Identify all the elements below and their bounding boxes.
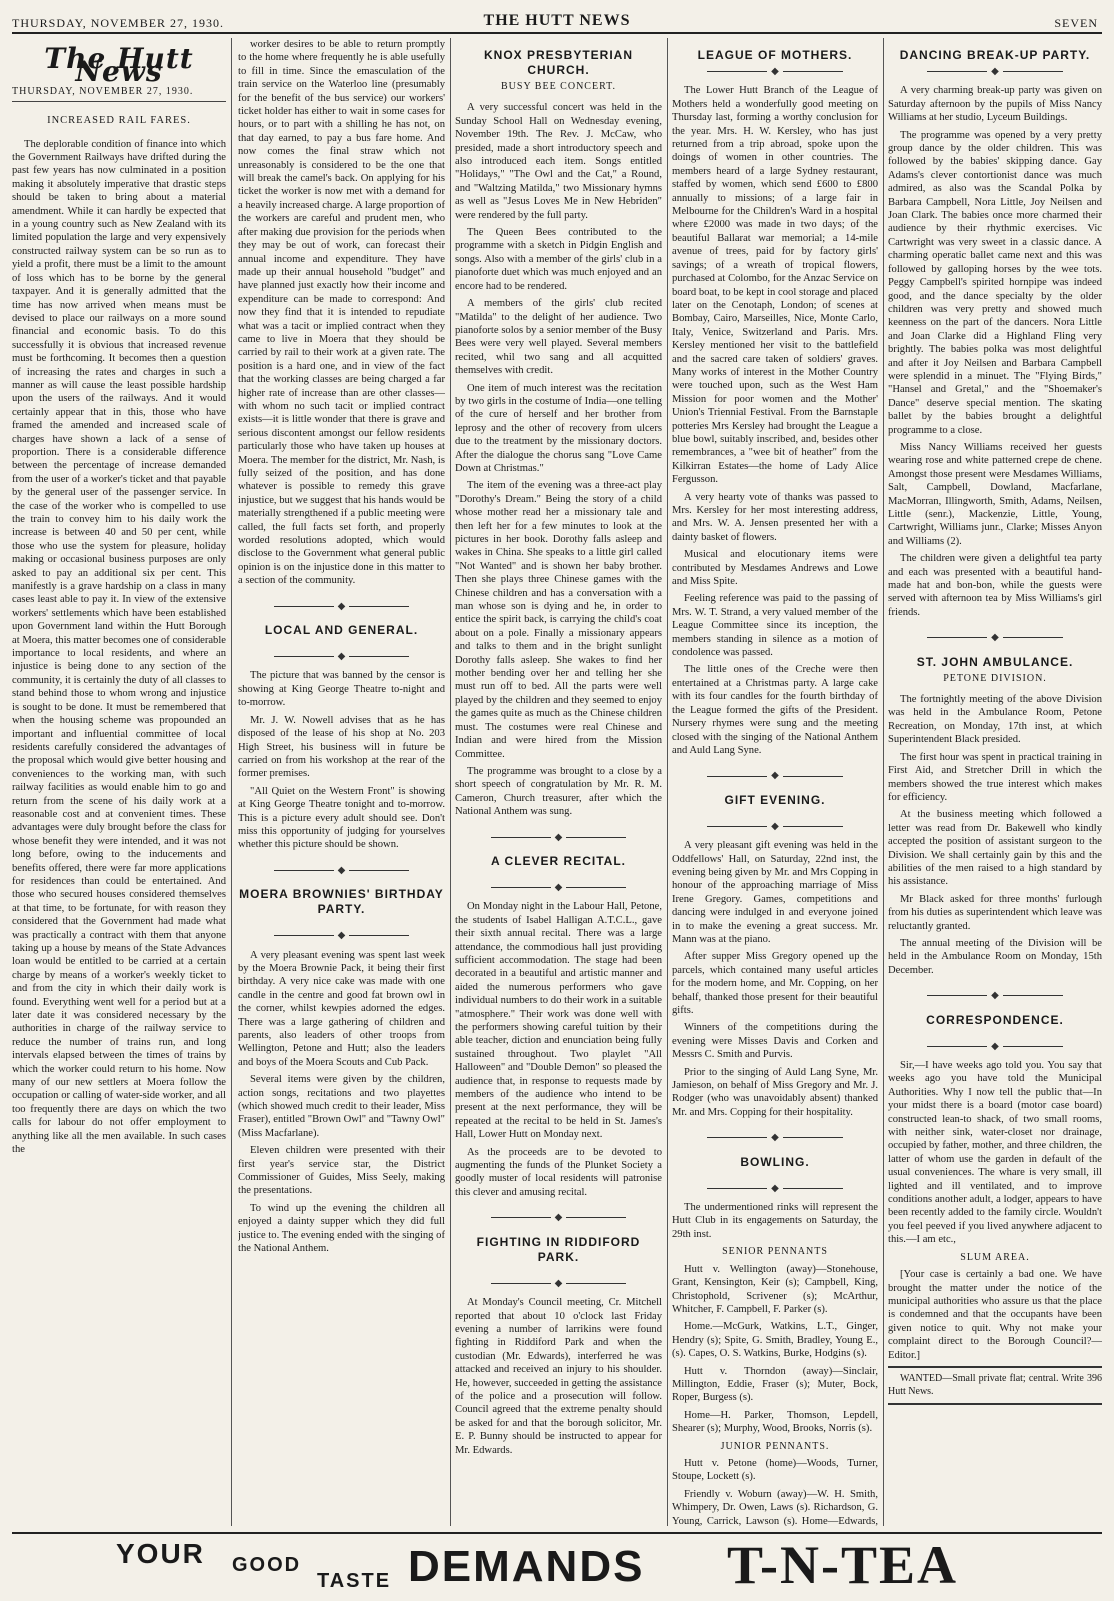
page-header xyxy=(12,6,1102,34)
article-paragraph: Miss Nancy Williams received her guests wearing rose and white patterned crepe de chene. Amongst those present were Mesdames Williams, Salt, Campbell, Dowland, Macfarlane, MacMorran, Illingworth, Smith, Adams, Neilsen, Little (senr.), Mackenzie, Little, Young, Cartwright, Williams junr., Clarke; Misses Anyon and Williams (2). xyxy=(888,441,1102,547)
rink-list: Home—H. Parker, Thomson, Lepdell, Shearer (s); Murphy, Wood, Brooks, Norris (s). xyxy=(672,1409,878,1435)
header-date: THURSDAY, NOVEMBER 27, 1930. xyxy=(12,16,225,30)
divider: ◆ xyxy=(672,1131,878,1144)
article-paragraph: A very pleasant evening was spent last week by the Moera Brownie Pack, it being their first birthday. A very nice cake was made with one candle in the centre and good fat brown owl in the corner, whilst kewpies adorned the edges. There was a large gathering of children and parents, also leaders of other troops from Wellington, Petone and Hutt; also the leaders and boys of the Moera Scouts and Cub Pack. xyxy=(238,949,445,1068)
knox-subheading: BUSY BEE CONCERT. xyxy=(500,81,617,92)
newspaper-columns xyxy=(12,38,1102,1526)
rink-list: Home.—McGurk, Watkins, L.T., Ginger, Hendry (s); Spite, G. Smith, Bradley, Young E., (s). Capes, O. S. Watkins, Burke, Hodgins (s). xyxy=(672,1321,878,1360)
article-paragraph: At Monday's Council meeting, Cr. Mitchell reported that about 10 o'clock last Friday evening a number of larrikins were found fighting in Riddiford Park and when the custodian (Mr. Edwards), interferred he was attacked and received an injury to his shoulder. He, however, succeeded in getting the assistance of the police and a prosecution will follow. Council agreed that the extreme penalty should be asked for and that the borough solicitor, Mr. E. P. Bunny should be instructed to appear for Mr. Edwards. xyxy=(455,1297,662,1456)
article-paragraph: At the business meeting which followed a letter was read from Dr. Bakewell who kindly accepted the position of assistant surgeon to the Division. We shall certainly gain by this and the abilities of the men raised to a high standard by his assistance. xyxy=(888,809,1102,888)
column-rule xyxy=(450,38,451,1526)
article-paragraph: The annual meeting of the Division will be held in the Ambulance Room on Monday, 15th December. xyxy=(888,937,1102,976)
bowling-heading: BOWLING. xyxy=(740,1154,810,1169)
local-item: The picture that was banned by the censor is showing at King George Theatre to-night and to-morrow. xyxy=(238,670,445,709)
article-paragraph: Musical and elocutionary items were contributed by Mesdames Andrews and Lowe and Miss Spite. xyxy=(672,549,878,588)
column-3 xyxy=(455,38,662,1526)
article-paragraph: The Queen Bees contributed to the programme with a sketch in Pidgin English and songs. Also with a member of the girls' club in a pianoforte duet which was much enjoyed and an encore had to be rendered. xyxy=(455,227,662,292)
article-paragraph: Eleven children were presented with their first year's service star, the District Commissioner of Guides, Miss Seely, making the presentations. xyxy=(238,1145,445,1197)
column-4 xyxy=(672,38,878,1526)
article-paragraph: The children were given a delightful tea party and each was presented with a beautiful hand-made hat and bon-bon, while the guests were served with afternoon tea by Miss Williams's girl friends. xyxy=(888,553,1102,618)
column-rule xyxy=(231,38,232,1526)
article-paragraph: The Lower Hutt Branch of the League of Mothers held a wonderfully good meeting on Thursday last, forming a worthy conclusion for the year. Mrs. H. W. Kersley, who has just returned from a trip abroad, spoke upon the doings of women in other countries. The members heard of a large Sydney restaurant, staffed by women, which send £600 to £800 annually to missions; of a large fair in Melbourne for the Children's Ward in a hospital where £2000 was made in two days; of the beautiful Ballarat war memorial; a 14-mile avenue of trees, paid for by factory girls' savings; of a wreath of tropical flowers, purchased at Colombo, for the Anzac Service on board boat, to be kept in cool storage and placed later on the Cenotaph, London; of scenes at Bombay, Cairo, Marseilles, Nice, Monte Carlo, Italy, Venice, Switzerland and Paris. Mrs. Kersley mentioned her visit to the battlefield and the sacred care taken of soldiers' graves. Many works of interest in the Mother Country were touched upon, such as the West Ham Mission for poor women and the Mother' Union's Triennial Festival. From the Barnstaple potteries Mrs Kersley had brought the League a blue bowl, suitably inscribed, and, besides other remembrances, a "wee bit of heather" from the Kilkirran Estates—the home of Lady Alice Fergusson. xyxy=(672,85,878,486)
article-paragraph: After supper Miss Gregory opened up the parcels, which contained many useful articles for the modern home, and Mr. Copping, on her behalf, thanked those present for their beautiful gifts. xyxy=(672,951,878,1016)
article-paragraph: The item of the evening was a three-act play "Dorothy's Dream." Being the story of a child whose mother read her a missionary tale and then left her for a few minutes to look at the pictures in her book. Dorothy falls asleep and wakes in China. She speaks to a little girl called "Not Wanted" and is shown her baby brother. Then she plays three Chinese games with the Chinese children and has a conversation with a man whose son is dying and he, in order to entice the spirit back, is carrying the child's coat about on a pole. Finally a missionary appears and talks to them and in the bright sunlight Dorothy falls asleep. She wakes to find her mother bending over her and telling her she must run off to bed. All the parts were well played by the children and they seemed to enjoy the games quite as much as the Chinese children must. The costumes were real Chinese and Indian and were hired from the Mission Committee. xyxy=(455,480,662,760)
gift-evening-heading: GIFT EVENING. xyxy=(724,792,826,807)
article-paragraph: The undermentioned rinks will represent the Hutt Club in its engagements on Saturday, the 29th inst. xyxy=(672,1202,878,1240)
divider: ◆ xyxy=(672,65,878,78)
divider: ◆ xyxy=(455,831,662,844)
divider: ◆ xyxy=(888,631,1102,644)
divider: ◆ xyxy=(455,1211,662,1224)
editorial-title: INCREASED RAIL FARES. xyxy=(47,115,191,127)
article-paragraph: Several items were given by the children, action songs, recitations and two playettes (which showed much credit to their leader, Miss Fraser), entitled "Brown Owl" and "Tawny Owl" (Miss Macfarlane). xyxy=(238,1074,445,1139)
clever-recital-heading: A CLEVER RECITAL. xyxy=(490,853,626,868)
divider: ◆ xyxy=(888,1040,1102,1053)
masthead: The Hutt News xyxy=(44,42,194,89)
rink-list: Friendly v. Woburn (away)—W. H. Smith, Whimpery, Dr. Owen, Laws (s). Richardson, G. Young, Carrick, Lawson (s). Home—Edwards, xyxy=(672,1488,878,1526)
correspondence-heading: CORRESPONDENCE. xyxy=(926,1012,1064,1027)
article-paragraph: A very hearty vote of thanks was passed to Mrs. Kersley for her most interesting address, and Mrs. W. A. Jensen presented her with a dainty basket of flowers. xyxy=(672,491,878,543)
divider: ◆ xyxy=(672,820,878,833)
rink-list: Hutt v. Petone (home)—Woods, Turner, Stoupe, Lockett (s). xyxy=(672,1457,878,1483)
article-paragraph: The programme was brought to a close by a short speech of congratulation by Mr. R. M. Cameron, Church treasurer, after which the National Anthem was sung. xyxy=(455,765,662,818)
rink-list: Hutt v. Wellington (away)—Stonehouse, Grant, Kensington, Keir (s); Campbell, King, Christophold, Scrivener (s); McArthur, Whitcher, F. Campbell, F. Parker (s). xyxy=(672,1263,878,1315)
article-paragraph: On Monday night in the Labour Hall, Petone, the students of Isabel Halligan A.T.C.L., gave their sixth annual recital. There was a large attendance, the commodious hall just providing sufficient accommodation. The stage had been decorated in a beautiful and artistic manner and aided the numerous performers who gave individual numbers to do their work in a suitable "atmosphere." Their work was done well with the performers showing careful tuition by their able teacher, diction and enunciation being fully sustained throughout. Two playlet "All Halloween" and "Double Demon" so pleased the audience that, in response to requests made by members of the audience who intend to be present at the next performance, they will be repeated at the recital to be held in St. James's Hall, Lower Hutt on Monday next. xyxy=(455,901,662,1141)
article-paragraph: One item of much interest was the recitation by two girls in the costume of India—one telling of the cure of herself and her brother from leprosy and the other of recovery from ulcers due to the treatment by the missionary doctors. After the dialogue the chorus sang "Love Came Down at Christmas." xyxy=(455,382,662,474)
divider: ◆ xyxy=(672,1182,878,1195)
ad-word-demands: DEMANDS xyxy=(408,1542,645,1591)
riddiford-park-heading: FIGHTING IN RIDDIFORD PARK. xyxy=(476,1234,641,1264)
divider: ◆ xyxy=(238,650,445,663)
article-paragraph: Prior to the singing of Auld Lang Syne, Mr. Jamieson, on behalf of Miss Gregory and Mr. J. Rodger (who was unavoidably absent) thanked Mr. and Mrs. Copping for their hospitality. xyxy=(672,1066,878,1118)
tea-advertisement xyxy=(12,1532,1102,1596)
column-rule xyxy=(667,38,668,1526)
ad-word-your: YOUR xyxy=(116,1538,205,1569)
dancing-party-heading: DANCING BREAK-UP PARTY. xyxy=(899,48,1091,62)
article-paragraph: As the proceeds are to be devoted to augmenting the funds of the Plunket Society a goodly muster of local residents will patronise this clever and amusing recital. xyxy=(455,1146,662,1198)
local-general-heading: LOCAL AND GENERAL. xyxy=(264,623,419,638)
letter-signature: SLUM AREA. xyxy=(960,1251,1030,1263)
senior-pennants-label: SENIOR PENNANTS xyxy=(722,1246,828,1258)
league-mothers-heading: LEAGUE OF MOTHERS. xyxy=(697,48,853,62)
divider: ◆ xyxy=(238,600,445,613)
article-paragraph: The first hour was spent in practical training in First Aid, and Stretcher Drill in which the members showed the true interest which makes for efficiency. xyxy=(888,751,1102,803)
article-paragraph: The fortnightly meeting of the above Division was held in the Ambulance Room, Petone Recreation, on Monday, 17th inst, at which Superintendent Black presided. xyxy=(888,694,1102,746)
column-1 xyxy=(12,38,226,1526)
article-paragraph: A very successful concert was held in the Sunday School Hall on Wednesday evening, November 19th. The Rev. J. McCaw, who presided, made a short introductory speech and also introduced each item. Songs entitled "Holidays," "The Owl and the Cat," a Round, and "Waltzing Matilda," two Missionary hymns as well as "Jesus Loves Me in New Hebriden" were rendered by the full party. xyxy=(455,102,662,221)
editor-reply: [Your case is certainly a bad one. We have brought the matter under the notice of the municipal authorities who assure us that the place is condemned and that the occupants have been given notice to quit. Why not make your complaint direct to the Borough Council?—Editor.] xyxy=(888,1269,1102,1361)
column-5 xyxy=(888,38,1102,1526)
article-paragraph: Winners of the competitions during the evening were Misses Davis and Corken and Messrs C. Smith and Purvis. xyxy=(672,1022,878,1061)
letter-body: Sir,—I have weeks ago told you. You say that weeks ago you have told the Municipal Authorities. Why I now tell the public that—In your midst there is a board (motor case board) constructed lean-to shack, of two small rooms, with neither sink, water-closet nor drainage, occupied by father, mother, and three children, the latter of whom use the garden in default of the usual conveniences. The whare is very small, ill lighted and ill ventilated, and to improve conditions another adult, a lodger, appears to have been recently added to the family circle. Wouldn't you feel peeved if you lived anywhere adjacent to this.—I am etc., xyxy=(888,1060,1102,1246)
divider: ◆ xyxy=(455,1277,662,1290)
st-john-heading: ST. JOHN AMBULANCE. xyxy=(916,654,1074,669)
article-paragraph: A members of the girls' club recited "Matilda" to the delight of her audience. Two pianoforte solos by a senior member of the Busy Bees were very well played. Several members recited, whil two sang and all acquitted themselves with credit. xyxy=(455,298,662,377)
divider: ◆ xyxy=(238,864,445,877)
article-paragraph: A very pleasant gift evening was held in the Oddfellows' Hall, on Saturday, 22nd inst, the evening being given by Mr. and Mrs Copping in honour of the approaching marriage of Miss Irene Gregory. Games, competitions and dancing were indulged in and everyone joined in to make the evening a great success. Mr. Mann was at the piano. xyxy=(672,840,878,945)
editorial-body: The deplorable condition of finance into which the Government Railways have drifted during the past few years has now culminated in a position making it absolutely imperative that drastic steps should be taken to bring about a material amendment. While it can hardly be expected that in a young country such as New Zealand with its limited population the large and very expensively constructed railway system can be so run as to yield a profit, there must be a limit to the amount of loss which has to be borne by the general taxpayer. And it is generally admitted that the time has now arrived when means must be devised to place our railways on a more sound financial and economic basis. To do this successfully it is obvious that increased revenue must be forthcoming. It becomes then a question of increasing the rates and charges in such a manner as will cause the least possible hardship upon the users of the railways. And it would certainly appear that in this, those who have framed the amended and increased scale of charges have shown a lack of a sense of proportion. There is a considerable difference between the percentage of increase demanded from the user of a worker's ticket and that payable by the general user of the passenger service. In the case of the worker who is compelled to use the train to convey him to his daily work the increase is between 40 and 50 per cent, while those who use the system for pleasure, holiday making or occasional business purposes are only asked to pay an additional six per cent. This manifestly is a grave hardship on a class in many cases least able to pay it. In view of the extensive workers' settlements which have been established upon Government land within the Hutt Borough at Moera, this matter becomes one of considerable importance to local residents, and where an injustice is being done to any section of the community, it is certainly the duty of all classes to stand behind those to whom wrong and injustice is sought to be done. It must be remembered that when the housing scheme was propounded an important and influential committee of local residents carefully considered the advantages of the proposal which would give better housing and conveniences to the working man, with such railway facilities as would enable him to go and return from the scene of his daily work at a reasonable cost and at convenient times. These advantages were duly brought before the class for whose benefit they were intended, and it was not long before, owing to the inducements and benefits offered, there were far more applications for residences than could be entertained. And those who secured houses considered themselves at that time, to be fortunate, for with reason they considered that the Government had made what was practically a contract with them that anyone taking up a house by means of the State Advances loan would be entitled to be carried at a certain charge by means of a worker's weekly ticket to and from the city in which their daily work is found. Everything went well for a period but at a later date it was considered necessary by the authorities in charge of the railway service to reduce the number of trains run, and long intervals elapsed between the times of trains by which the worker could return to his home. Now many of our new settlers at Moera follow the occupation or calling of water-side worker, and all too frequently there are days on which the two calls for labour do not offer employment to anything like all the men available. In such cases the xyxy=(12,138,226,1156)
moera-brownies-heading: MOERA BROWNIES' BIRTHDAY PARTY. xyxy=(239,887,444,917)
ad-brand-name: T-N-TEA xyxy=(727,1535,959,1595)
header-paper-title: THE HUTT NEWS xyxy=(483,12,631,29)
divider: ◆ xyxy=(672,769,878,782)
article-paragraph: A very charming break-up party was given on Saturday afternoon by the pupils of Miss Nancy Williams at her studio, Lyceum Buildings. xyxy=(888,85,1102,124)
ad-word-good: GOOD xyxy=(232,1554,302,1576)
rink-list: Hutt v. Thorndon (away)—Sinclair, Millington, Eddie, Fraser (s); Muter, Bock, Roper, Burgess (s). xyxy=(672,1365,878,1404)
column-2 xyxy=(238,38,445,1526)
article-paragraph: Feeling reference was paid to the passing of Mrs. W. T. Strand, a very valued member of the League Committee since its inception, the members standing in silence as a motion of condolence was passed. xyxy=(672,593,878,659)
column-rule xyxy=(883,38,884,1526)
masthead-dateline: THURSDAY, NOVEMBER 27, 1930. xyxy=(12,85,226,102)
editorial-continued: worker desires to be able to return promptly to the home where frequently he is able usefully to fill in time. Since the emasculation of the train service on the Waterloo line (presumably for the benefit of the bus service) our workers' ticket holder has either to wait in some cases for hours, or to part with a shilling he has not, on that day earned, to pay a bus fare home. And now comes the final straw which not unreasonably is considered to be the one that will break the camel's back. On applying for his ticket the worker is now met with a demand for a heavily increased charge. A large proportion of the workers are careful and prudent men, who after making due provision for the periods when they may be out of work, can forecast their annual income and expenditure. They have made up their annual household "budget" and have planned just exactly how their income and expenditure can be made to correspond: And now they find that it is intended to repudiate what was a tacit or implied contract when they came to live in Moera that they should be carried by rail to their work at a given rate. The position is a hard one, and in view of the fact that the working classes are being charged a far higher rate of increase than are other classes—with whom no such tacit or implied contract exists—it is little wonder that there is grave and serious discontent amongst our fellow residents particularly those who have taken up houses at Moera. The member for the district, Mr. Nash, is fully seized of the position, and has done whatever is possible to remedy this grave injustice, but we suggest that his hands would be materially strengthened if a public meeting were called, the full facts set forth, and properly worded resolutions adopted, which would disclose to the Government what general public opinion is on the injustice done in this matter to a section of the community. xyxy=(238,39,445,587)
divider: ◆ xyxy=(455,881,662,894)
st-john-subheading: PETONE DIVISION. xyxy=(943,672,1047,684)
classified-ad: WANTED—Small private flat; central. Write 396 Hutt News. xyxy=(888,1366,1102,1405)
local-item: "All Quiet on the Western Front" is showing at King George Theatre tonight and to-morrow. This is a picture every adult should see. Don't miss this opportunity of judging for yourselves whether this picture should be shown. xyxy=(238,785,445,851)
local-item: Mr. J. W. Nowell advises that as he has disposed of the lease of his shop at No. 203 High Street, his business will in future be carried on from his workshop at the rear of the former premises. xyxy=(238,714,445,780)
divider: ◆ xyxy=(888,989,1102,1002)
article-paragraph: Mr Black asked for three months' furlough from his duties as superintendent which leave was reluctantly granted. xyxy=(888,893,1102,932)
divider: ◆ xyxy=(888,65,1102,78)
header-page-number: SEVEN xyxy=(1054,16,1098,30)
junior-pennants-label: JUNIOR PENNANTS. xyxy=(720,1440,830,1452)
ad-word-taste: TASTE xyxy=(317,1570,392,1592)
article-paragraph: The programme was opened by a very pretty group dance by the older children. This was followed by the babies' skipping dance. Gay Adams's clever contortionist dance was much admired, as also was the Scandal Polka by Barbara Campbell, Nora Little, Joy Neilsen and Joan Clark. The babies once more charmed their audience by their rhythmic exercises. Vic Cartwright was very sweet in a classic dance. A charming operatic ballet came next and this was followed by galloping horses by the wee tots. Peggy Campbell's spirited hornpipe was indeed good, and the dance specialty by the older children was very pretty and showed much keenness on the part of the dancers. Nora Little and Joan Clarke did a Highland Fling very brightly. The babies polka was most delightful and after it Joy Neilsen and Barbara Campbell were splendid in a minuet. The "Flying Birds," "Hansel and Gretal," and the "Shoemaker's Dance" deserve special mention. The skating ballet by the babies brought a delightful programme to a close. xyxy=(888,129,1102,436)
divider: ◆ xyxy=(238,929,445,942)
article-paragraph: To wind up the evening the children all enjoyed a dainty supper which they did full justice to. The evening ended with the singing of the National Anthem. xyxy=(238,1202,445,1255)
article-paragraph: The little ones of the Creche were then entertained at a Christmas party. A large cake with its four candles for the fourth birthday of the League formed the gifts of the President. Nursery rhymes were sung and the meeting closed with the singing of the National Anthem and Auld Lang Syne. xyxy=(672,664,878,756)
knox-church-heading: KNOX PRESBYTERIAN CHURCH. xyxy=(483,48,634,77)
